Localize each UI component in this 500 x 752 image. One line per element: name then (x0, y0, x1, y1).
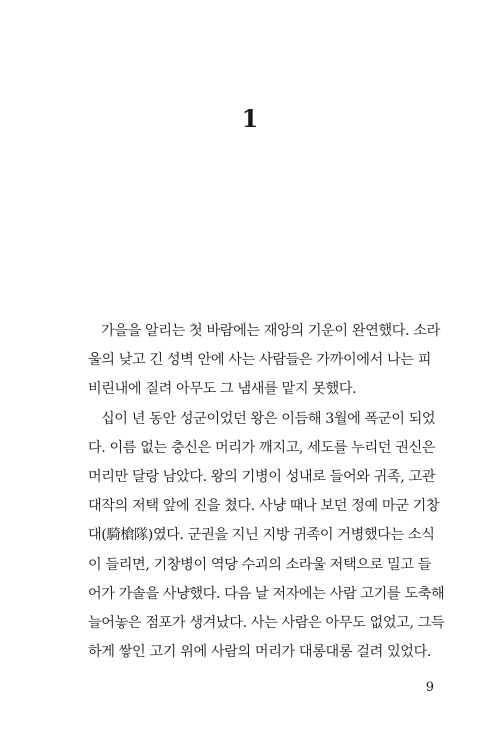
chapter-number: 1 (241, 104, 259, 133)
text-line: 대(騎槍隊)였다. 군권을 지닌 지방 귀족이 거병했다는 소식 (88, 527, 435, 544)
body-text (88, 317, 445, 667)
page-number: 9 (425, 680, 434, 695)
paragraph-1 (88, 317, 440, 405)
text-line: 어가 가솔을 사냥했다. 다음 날 저자에는 사람 고기를 도축해 (88, 585, 445, 602)
text-line: 다. 이름 없는 충신은 머리가 깨지고, 세도를 누리던 권신은 (88, 439, 436, 456)
paragraph-2 (88, 405, 445, 668)
text-line: 하게 쌓인 고기 위에 사람의 머리가 대롱대롱 걸려 있었다. (88, 644, 432, 661)
text-line: 늘어놓은 점포가 생겨났다. 사는 사람은 아무도 없었고, 그득 (88, 614, 445, 631)
text-line: 십이 년 동안 성군이었던 왕은 이듬해 3월에 폭군이 되었 (101, 410, 436, 427)
text-line: 대작의 저택 앞에 진을 쳤다. 사냥 때나 보던 정예 마군 기창 (88, 498, 440, 515)
text-line: 이 들리면, 기창병이 역당 수괴의 소라울 저택으로 밀고 들 (88, 556, 432, 573)
text-line: 가을을 알리는 첫 바람에는 재앙의 기운이 완연했다. 소라 (101, 323, 440, 339)
text-line: 울의 낮고 긴 성벽 안에 사는 사람들은 가까이에서 나는 피 (88, 352, 432, 369)
text-line: 비린내에 질려 아무도 그 냄새를 맡지 못했다. (88, 381, 357, 398)
text-line: 머리만 달랑 남았다. 왕의 기병이 성내로 들어와 귀족, 고관 (88, 468, 436, 485)
